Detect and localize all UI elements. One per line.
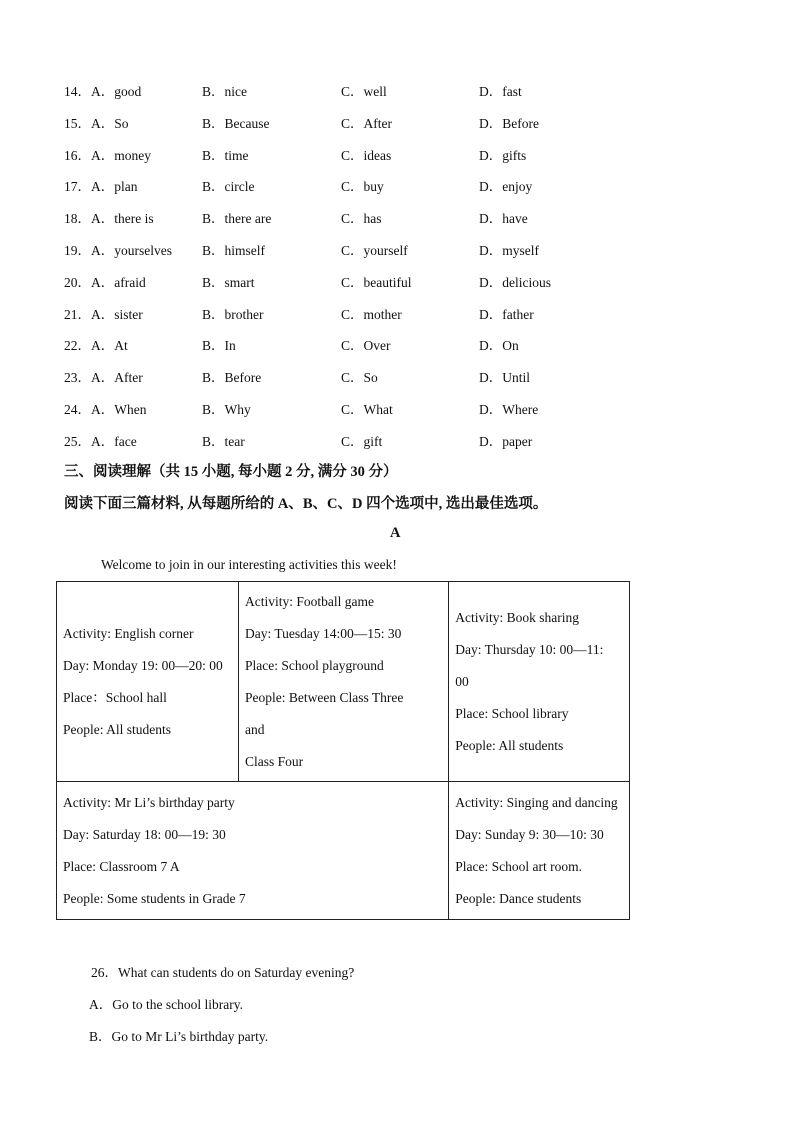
option-text: A．good	[91, 84, 142, 99]
option-a	[64, 112, 129, 132]
day-line: Day: Tuesday 14:00—15: 30	[245, 625, 402, 641]
option-b: B．circle	[202, 179, 255, 195]
option-d: D．Where	[479, 402, 539, 417]
option-d: D．gifts	[479, 147, 527, 163]
day-line: Day: Sunday 9: 30—10: 30	[455, 826, 604, 842]
option-a	[64, 366, 143, 386]
option-a	[64, 239, 172, 259]
passage-intro: Welcome to join in our interesting activities this week!	[101, 557, 397, 572]
option-b: B．Because	[202, 115, 270, 131]
day-line: Day: Saturday 18: 00—19: 30	[63, 826, 226, 842]
option-b: B．himself	[202, 243, 265, 258]
option-text: A．face	[91, 433, 137, 449]
option-d: D．Until	[479, 370, 531, 386]
option-d: D．Before	[479, 115, 539, 131]
option-c: C．beautiful	[341, 274, 412, 290]
place-line: Place：School hall	[63, 689, 167, 705]
option-b: B．Before	[202, 370, 262, 386]
option-a	[64, 144, 151, 164]
option-a	[64, 303, 143, 323]
question-number: 23．	[64, 370, 91, 386]
option-b: B．there are	[202, 211, 272, 227]
option-a	[64, 175, 138, 195]
people-line: People: Between Class Three	[245, 689, 404, 705]
activity-line: Activity: Book sharing	[455, 609, 579, 625]
option-d: D．myself	[479, 243, 539, 258]
question-row	[64, 207, 684, 227]
activity-line: Activity: Singing and dancing	[455, 794, 618, 810]
activity-line: Activity: Football game	[245, 593, 374, 609]
activity-schedule-table	[56, 581, 630, 920]
question-row	[64, 175, 684, 195]
option-a	[64, 430, 137, 450]
option-c: C．After	[341, 115, 392, 131]
question-row	[64, 80, 684, 100]
option-c: C．has	[341, 211, 382, 227]
section-instruction: 阅读下面三篇材料, 从每题所给的 A、B、C、D 四个选项中, 选出最佳选项。	[64, 496, 548, 512]
day-line: Day: Thursday 10: 00—11:	[455, 641, 604, 657]
option-c: C．Over	[341, 338, 391, 354]
option-d: D．enjoy	[479, 179, 533, 195]
question-row	[64, 112, 684, 132]
option-b: B．In	[202, 338, 236, 354]
question-row	[64, 271, 684, 291]
question-row	[64, 398, 684, 418]
option-b: B．time	[202, 147, 249, 163]
activity-cell-birthday-party	[57, 782, 449, 920]
question-row	[64, 239, 684, 259]
option-a	[64, 398, 146, 418]
option-b: B．brother	[202, 306, 264, 322]
day-line: 00	[455, 673, 469, 689]
activity-line: Activity: Mr Li’s birthday party	[63, 794, 235, 810]
passage-letter: A	[390, 525, 401, 541]
option-d: D．father	[479, 306, 534, 322]
option-text: A．afraid	[91, 274, 146, 290]
place-line: Place: School library	[455, 705, 569, 721]
question-number: 16．	[64, 147, 91, 163]
option-c: C．mother	[341, 306, 402, 322]
people-line: and	[245, 721, 265, 737]
question-number: 18．	[64, 211, 91, 227]
activity-cell-football	[239, 582, 449, 782]
option-d: D．delicious	[479, 274, 551, 290]
question-row	[64, 303, 684, 323]
option-text: A．yourselves	[91, 243, 172, 258]
question-number: 21．	[64, 306, 91, 322]
option-c: C．So	[341, 370, 378, 386]
option-c: C．What	[341, 402, 393, 417]
option-text: A．there is	[91, 211, 154, 227]
people-line: People: All students	[455, 737, 564, 753]
option-b: B．nice	[202, 84, 247, 99]
option-text: A．plan	[91, 179, 138, 195]
place-line: Place: Classroom 7 A	[63, 858, 180, 874]
people-line: Class Four	[245, 753, 304, 769]
option-b: B．Why	[202, 402, 251, 417]
question-number: 25．	[64, 433, 91, 449]
option-c: C．buy	[341, 179, 384, 195]
option-c: C．well	[341, 84, 387, 99]
option-text: A．money	[91, 147, 151, 163]
option-text: A．sister	[91, 306, 143, 322]
option-text: A．So	[91, 115, 129, 131]
people-line: People: Some students in Grade 7	[63, 890, 246, 906]
option-d: D．have	[479, 211, 528, 227]
option-text: A．After	[91, 370, 143, 386]
option-b: B．tear	[202, 433, 245, 449]
option-a	[64, 271, 146, 291]
question-number: 14．	[64, 84, 91, 99]
option-text: A．When	[91, 402, 147, 417]
question-row	[64, 334, 684, 354]
section-heading: 三、阅读理解（共 15 小题, 每小题 2 分, 满分 30 分）	[64, 464, 398, 480]
activity-cell-english-corner	[57, 582, 239, 782]
people-line: People: All students	[63, 721, 171, 737]
option-b: B．smart	[202, 274, 255, 290]
option-d: D．fast	[479, 84, 522, 99]
activity-cell-book-sharing	[449, 582, 630, 782]
question-number: 24．	[64, 402, 91, 417]
question-number: 17．	[64, 179, 91, 195]
question-number: 22．	[64, 338, 91, 354]
option-c: C．ideas	[341, 147, 392, 163]
question-number: 15．	[64, 115, 91, 131]
question-row	[64, 366, 684, 386]
question-row	[64, 430, 684, 450]
place-line: Place: School playground	[245, 657, 384, 673]
question-26-option-a: A．Go to the school library.	[89, 997, 243, 1012]
option-a	[64, 80, 141, 100]
option-a	[64, 207, 154, 227]
question-number: 19．	[64, 243, 91, 258]
question-number: 20．	[64, 274, 91, 290]
option-c: C．yourself	[341, 243, 408, 258]
people-line: People: Dance students	[455, 890, 582, 906]
option-d: D．On	[479, 338, 519, 354]
activity-line: Activity: English corner	[63, 625, 194, 641]
question-26-text: 26．What can students do on Saturday evening?	[91, 965, 355, 980]
day-line: Day: Monday 19: 00—20: 00	[63, 657, 223, 673]
option-d: D．paper	[479, 433, 533, 449]
activity-cell-singing-dancing	[449, 782, 630, 920]
question-row	[64, 144, 684, 164]
option-a	[64, 334, 128, 354]
place-line: Place: School art room.	[455, 858, 582, 874]
option-c: C．gift	[341, 433, 383, 449]
option-text: A．At	[91, 338, 128, 354]
question-26-option-b: B．Go to Mr Li’s birthday party.	[89, 1029, 269, 1044]
